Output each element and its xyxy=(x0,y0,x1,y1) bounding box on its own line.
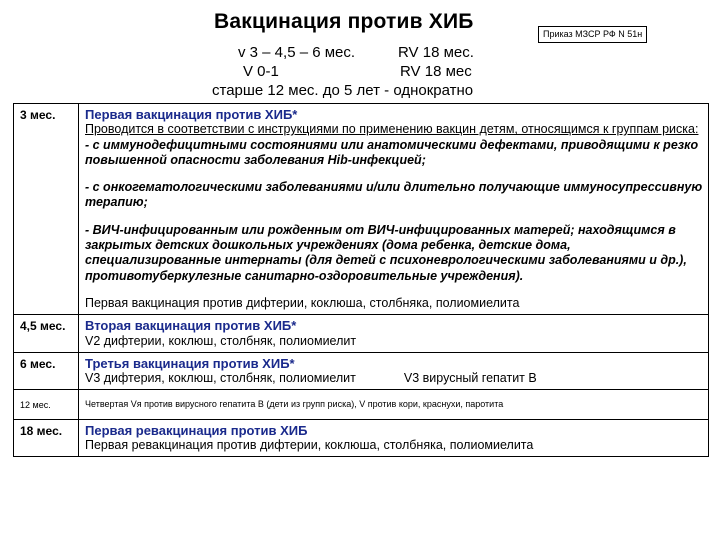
row-heading: Первая вакцинация против ХИБ* xyxy=(85,107,298,122)
risk-group-2: - с онкогематологическими заболеваниями и/или длительно получающие иммуносупрессивную терапию; xyxy=(85,180,703,210)
age-cell: 4,5 мес. xyxy=(14,315,79,353)
risk-intro: Проводится в соответствии с инструкциями по применению вакцин детям, относящимся к группам риска: xyxy=(85,122,699,137)
row-heading: Третья вакцинация против ХИБ* xyxy=(85,355,295,371)
table-row xyxy=(14,390,709,419)
schedule-line2-right: RV 18 мес xyxy=(400,63,472,80)
row-other-vaccines: V2 дифтерии, коклюш, столбняк, полиомиелит xyxy=(85,333,357,348)
row-other-vaccines-2: V3 вирусный гепатит В xyxy=(403,371,537,386)
page-title: Вакцинация против ХИБ xyxy=(214,10,474,33)
content-cell xyxy=(79,315,709,353)
table-row xyxy=(14,104,709,315)
risk-group-1: - с иммунодефицитными состояниями или анатомическими дефектами, приводящими к резко повышенной опасности заболевания Hib-инфекцией; xyxy=(85,137,699,167)
content-cell xyxy=(79,390,709,419)
risk-group-3: - ВИЧ-инфицированным или рожденным от ВИЧ-инфицированных матерей; находящимся в закрытых детских дошкольных учреждениях (дома ребенка, детские дома, специализированные интернаты (для детей с психоневрологическими заболеваниями и др.), противотуберкулезные санитарно-оздоровительные учреждения). xyxy=(85,222,687,283)
schedule-line2-left: V 0-1 xyxy=(243,63,279,80)
content-cell xyxy=(79,352,709,390)
row-heading: Первая ревакцинация против ХИБ xyxy=(85,422,308,438)
age-cell: 12 мес. xyxy=(14,390,79,419)
schedule-line1-right: RV 18 мес. xyxy=(398,44,474,61)
schedule-table xyxy=(13,103,709,457)
schedule-line3: старше 12 мес. до 5 лет - однократно xyxy=(212,82,474,99)
order-reference-box: Приказ МЗСР РФ N 51н xyxy=(538,26,647,43)
age-cell: 3 мес. xyxy=(14,104,79,315)
age-cell: 6 мес. xyxy=(14,352,79,390)
table-row xyxy=(14,419,709,457)
table-row xyxy=(14,315,709,353)
content-cell xyxy=(79,419,709,457)
row-other-vaccines: V3 дифтерия, коклюш, столбняк, полиомиелит xyxy=(85,371,356,386)
row-heading: Вторая вакцинация против ХИБ* xyxy=(85,318,297,334)
table-row xyxy=(14,352,709,390)
schedule-line1-left: v 3 – 4,5 – 6 мес. xyxy=(238,44,356,61)
content-cell xyxy=(79,104,709,315)
row-other-vaccines: Первая вакцинация против дифтерии, коклюша, столбняка, полиомиелита xyxy=(85,295,520,310)
row-other-vaccines: Четвертая Vя против вирусного гепатита В (дети из групп риска), V против кори, краснухи, паротита xyxy=(85,399,504,410)
row-other-vaccines: Первая ревакцинация против дифтерии, коклюша, столбняка, полиомиелита xyxy=(85,438,534,453)
age-cell: 18 мес. xyxy=(14,419,79,457)
